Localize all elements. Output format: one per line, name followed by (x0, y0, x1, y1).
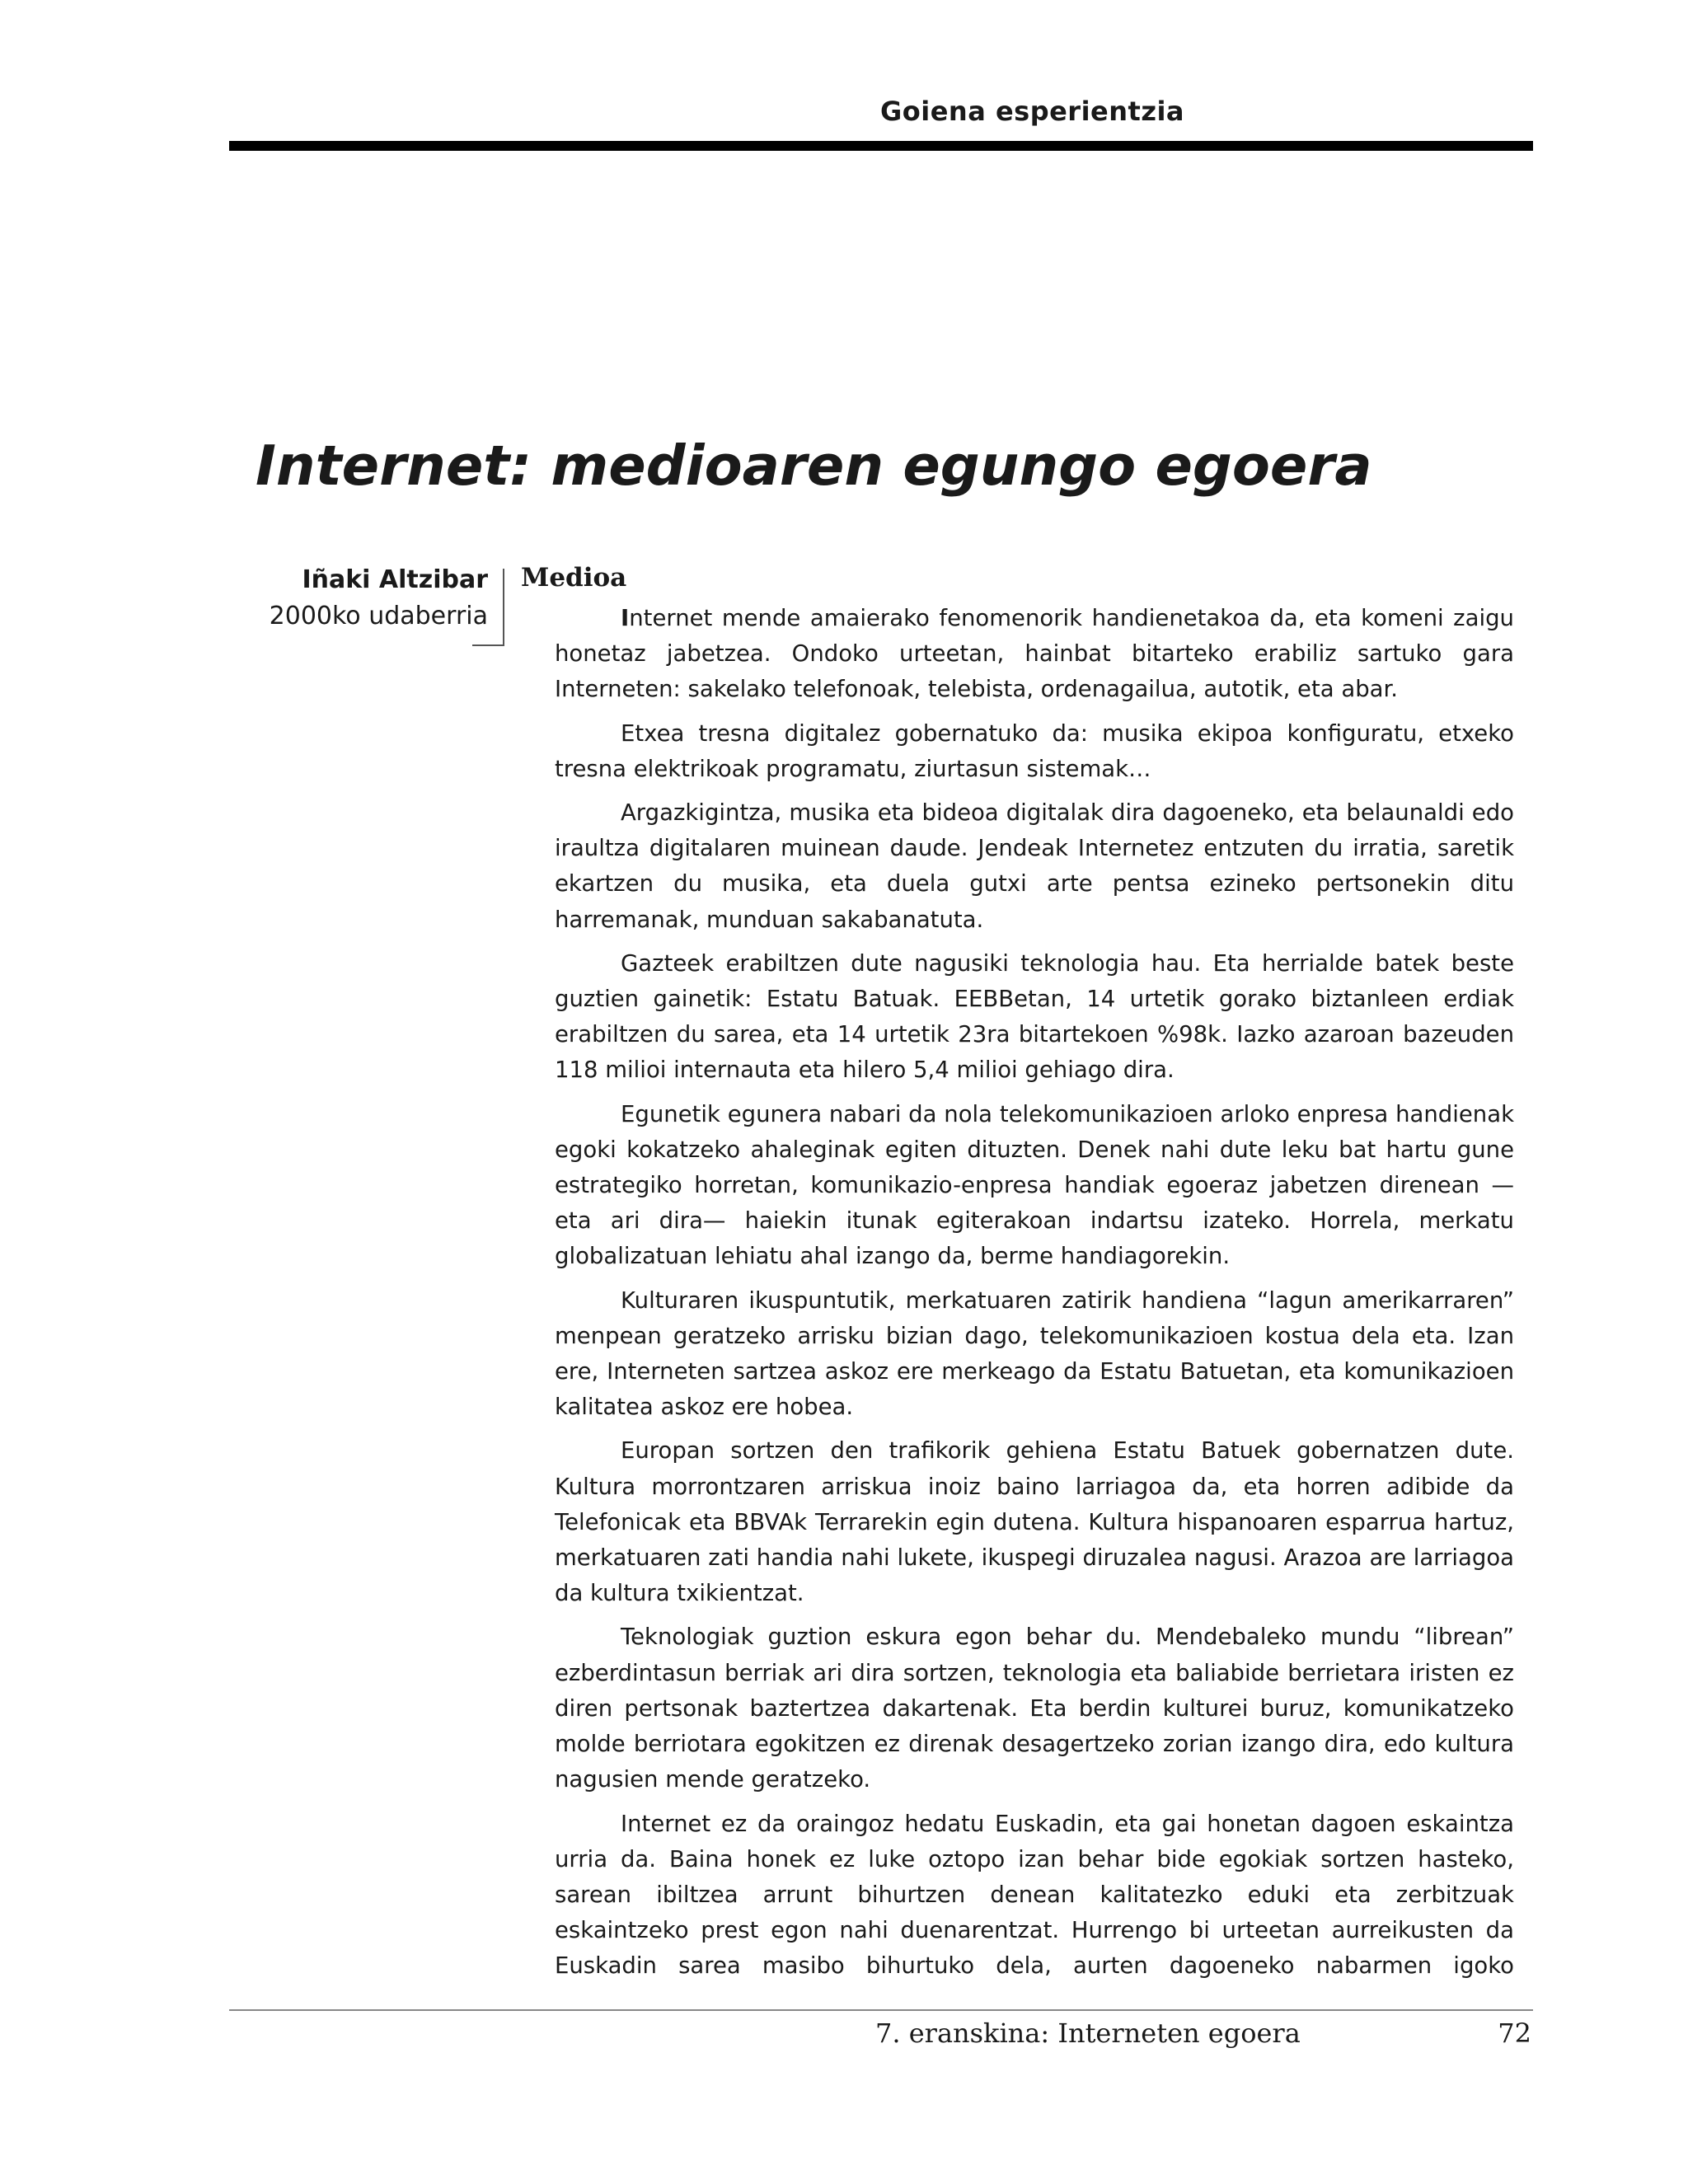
footer-rule (229, 2009, 1533, 2011)
article-title: Internet: medioaren egungo egoera (256, 434, 1372, 498)
running-header: Goiena esperientzia (880, 96, 1185, 127)
author-name: Iñaki Altzibar (302, 565, 488, 594)
initial-letter: I (621, 605, 630, 631)
header-rule (229, 141, 1533, 151)
section-heading: Medioa (521, 563, 627, 593)
body-paragraph (555, 601, 1514, 708)
footer-caption: 7. eranskina: Interneten egoera (875, 2018, 1301, 2049)
body-paragraph: Kulturaren ikuspuntutik, merkatuaren zatirik handiena “lagun amerikarraren” menpean geratzeko arrisku bizian dago, telekomunikazioen kostua dela eta. Izan ere, Interneten sartzea askoz ere merkeago da Estatu Batuetan, eta komunikazioen kalitatea askoz ere hobea. (555, 1286, 1514, 1421)
article-body (555, 601, 1514, 1985)
publication-date: 2000ko udaberria (269, 602, 488, 630)
body-paragraph: Gazteek erabiltzen dute nagusiki teknologia hau. Eta herrialde batek beste guztien gainetik: Estatu Batuak. EEBBetan, 14 urtetik gorako biztanleen erdiak erabiltzen du sarea, eta 14 urtetik 23ra bitartekoen %98k. Iazko azaroan bazeuden 118 milioi internauta eta hilero 5,4 milioi gehiago dira. (555, 949, 1514, 1084)
byline-divider-foot (472, 644, 504, 646)
body-paragraph-text: nternet mende amaierako fenomenorik handienetakoa da, eta komeni zaigu honetaz jabetzea. Ondoko urteetan, hainbat bitarteko erabiliz sartuko gara Interneten: sakelako telefonoak, telebista, ordenagailua, autotik, eta abar. (555, 605, 1514, 703)
byline (270, 562, 488, 635)
body-paragraph: Argazkigintza, musika eta bideoa digitalak dira dagoeneko, eta belaunaldi edo iraultza digitalaren muinean daude. Jendeak Internetez entzuten du irratia, saretik ekartzen du musika, eta duela gutxi arte pentsa ezineko pertsonekin ditu harremanak, munduan sakabanatuta. (555, 799, 1514, 933)
body-paragraph: Egunetik egunera nabari da nola telekomunikazioen arloko enpresa handienak egoki kokatzeko ahaleginak egiten dituzten. Denek nahi dute leku bat hartu gune estrategiko horretan, komunikazio-enpresa handiak egoeraz jabetzen direnean —eta ari dira— haiekin itunak egiterakoan indartsu izateko. Horrela, merkatu globalizatuan lehiatu ahal izango da, berme handiagorekin. (555, 1100, 1514, 1270)
body-paragraph: Internet ez da oraingoz hedatu Euskadin, eta gai honetan dagoen eskaintza urria da. Baina honek ez luke oztopo izan behar bide egokiak sortzen hasteko, sarean ibiltzea arrunt bihurtzen denean kalitatezko eduki eta zerbitzuak eskaintzeko prest egon nahi duenarentzat. Hurrengo bi urteetan aurreikusten da Euskadin sarea masibo bihurtuko dela, aurten dagoeneko nabarmen igoko (555, 1810, 1514, 1980)
body-paragraph: Teknologiak guztion eskura egon behar du. Mendebaleko mundu “librean” ezberdintasun berriak ari dira sortzen, teknologia eta baliabide berrietara iristen ez diren pertsonak baztertzea dakartenak. Eta berdin kulturei buruz, komunikatzeko molde berriotara egokitzen ez direnak desagertzeko zorian izango dira, edo kultura nagusien mende geratzeko. (555, 1624, 1514, 1793)
body-paragraph: Europan sortzen den trafikorik gehiena Estatu Batuek gobernatzen dute. Kultura morrontzaren arriskua inoiz baino larriagoa da, eta horren adibide da Telefonicak eta BBVAk Terrarekin egin dutena. Kultura hispanoaren esparrua hartuz, merkatuaren zati handia nahi lukete, ikuspegi diruzalea nagusi. Arazoa are larriagoa da kultura txikientzat. (555, 1437, 1514, 1607)
byline-divider (502, 569, 504, 646)
page-number: 72 (1498, 2018, 1531, 2049)
body-paragraph: Etxea tresna digitalez gobernatuko da: musika ekipoa konfiguratu, etxeko tresna elektrikoak programatu, ziurtasun sistemak… (555, 719, 1514, 782)
